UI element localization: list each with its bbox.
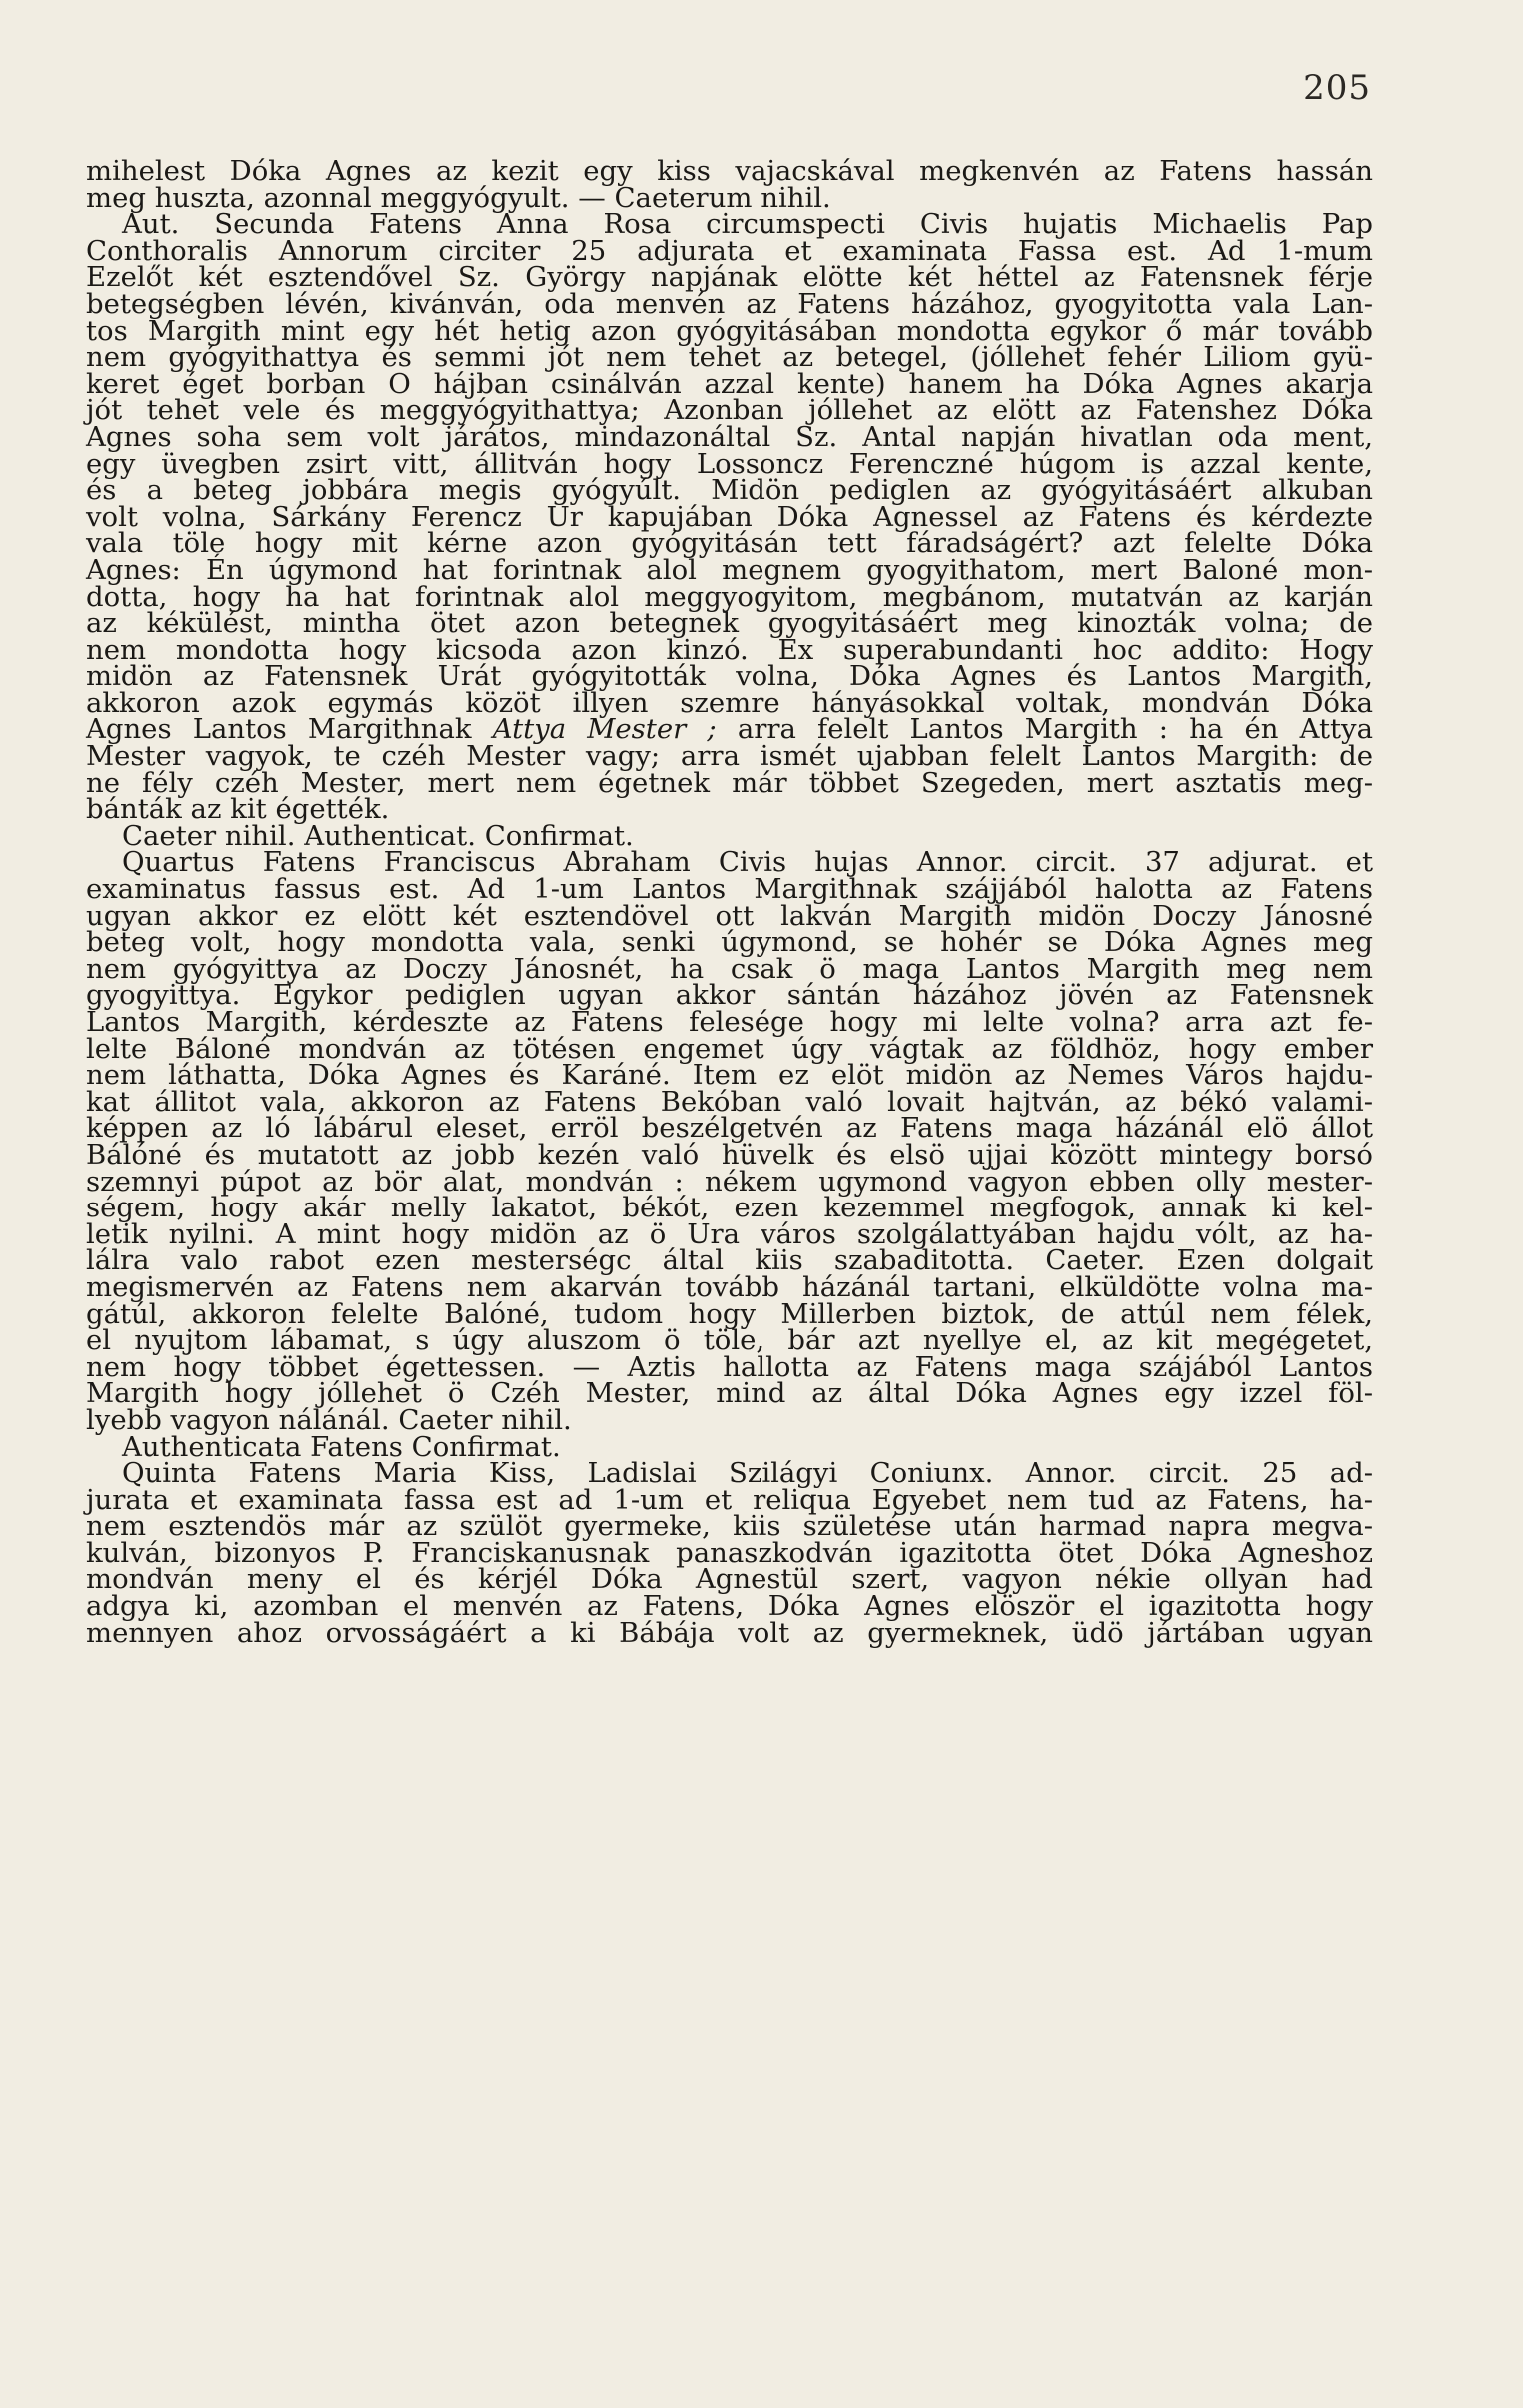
text-line: meg huszta, azonnal meggyógyult. — Caeterum nihil. — [86, 181, 831, 214]
body-text — [86, 155, 1373, 1649]
text-line: Quinta Fatens Maria Kiss, Ladislai Szilágyi Coniunx. Annor. circit. 25 ad- — [122, 1457, 1373, 1490]
text-line: volt volna, Sárkány Ferencz Ur kapujában Dóka Agnessel az Fatens és kérdezte — [86, 500, 1373, 533]
text-line: gyogyittya. Egykor pediglen ugyan akkor sántán házához jövén az Fatensnek — [86, 979, 1373, 1012]
text-line: nem esztendös már az szülöt gyermeke, kiis születése után harmad napra megva- — [86, 1510, 1373, 1543]
text-line: nem hogy többet égettessen. — Aztis hallotta az Fatens maga szájából Lantos — [86, 1350, 1373, 1383]
text-line: Mester vagyok, te czéh Mester vagy; arra ismét ujabban felelt Lantos Margith: de — [86, 740, 1373, 773]
text-line: beteg volt, hogy mondotta vala, senki úgymond, se hohér se Dóka Agnes meg — [86, 926, 1373, 959]
text-line: jurata et examinata fassa est ad 1-um et reliqua Egyebet nem tud az Fatens, ha- — [86, 1483, 1373, 1516]
text-line: betegségben lévén, kivánván, oda menvén az Fatens házához, gyogyitotta vala Lan- — [86, 287, 1373, 320]
text-line: megismervén az Fatens nem akarván tovább házánál tartani, elküldötte volna ma- — [86, 1270, 1373, 1303]
text-line: Agnes soha sem volt járátos, mindazonáltal Sz. Antal napján hivatlan oda ment, — [86, 420, 1373, 453]
text-line: Authenticata Fatens Confirmat. — [122, 1430, 561, 1463]
text-line: Caeter nihil. Authenticat. Confirmat. — [122, 819, 634, 852]
text-line: Ezelőt két esztendővel Sz. György napjának elötte két héttel az Fatensnek férje — [86, 261, 1373, 294]
text-line: Bálóné és mutatott az jobb kezén való hüvelk és elsö ujjai között mintegy borsó — [86, 1138, 1373, 1171]
text-line: dotta, hogy ha hat forintnak alol meggyogyitom, megbánom, mutatván az karján — [86, 580, 1373, 613]
text-line: Agnes Lantos Margithnak Attya Mester ; arra felelt Lantos Margith : ha én Attya — [86, 713, 1373, 746]
text-line: kat állitot vala, akkoron az Fatens Bekóban való lovait hajtván, az békó valami- — [86, 1085, 1373, 1118]
text-line: nem gyógyittya az Doczy Jánosnét, ha csak ö maga Lantos Margith meg nem — [86, 952, 1373, 985]
text-line: jót tehet vele és meggyógyithattya; Azonban jóllehet az elött az Fatenshez Dóka — [86, 394, 1373, 427]
text-line: Aut. Secunda Fatens Anna Rosa circumspecti Civis hujatis Michaelis Pap — [122, 208, 1373, 241]
text-line: lelte Báloné mondván az tötésen engemet úgy vágtak az földhöz, hogy ember — [86, 1032, 1373, 1065]
text-line: akkoron azok egymás közöt illyen szemre hányásokkal voltak, mondván Dóka — [86, 686, 1373, 719]
text-line: az kékülést, mintha ötet azon betegnek gyogyitásáért meg kinozták volna; de — [86, 607, 1373, 640]
text-line: ugyan akkor ez elött két esztendövel ott lakván Margith midön Doczy Jánosné — [86, 899, 1373, 932]
text-line: bánták az kit égették. — [86, 793, 390, 826]
text-line: ne fély czéh Mester, mert nem égetnek már többet Szegeden, mert asztatis meg- — [86, 766, 1373, 799]
text-line: és a beteg jobbára megis gyógyúlt. Midön pediglen az gyógyitásáért alkuban — [86, 474, 1373, 507]
text-line: lálra valo rabot ezen mesterségc által kiis szabaditotta. Caeter. Ezen dolgait — [86, 1244, 1373, 1277]
text-line: mennyen ahoz orvosságáért a ki Bábája volt az gyermeknek, üdö jártában ugyan — [86, 1616, 1373, 1649]
text-line: Lantos Margith, kérdeszte az Fatens felesége hogy mi lelte volna? arra azt fe- — [86, 1006, 1373, 1038]
text-line: kulván, bizonyos P. Franciskanusnak panaszkodván igazitotta ötet Dóka Agneshoz — [86, 1536, 1373, 1569]
text-line: tos Margith mint egy hét hetig azon gyógyitásában mondotta egykor ő már tovább — [86, 314, 1373, 347]
text-line: Conthoralis Annorum circiter 25 adjurata et examinata Fassa est. Ad 1-mum — [86, 234, 1373, 267]
text-line: ségem, hogy akár melly lakatot, békót, ezen kezemmel megfogok, annak ki kel- — [86, 1192, 1373, 1224]
text-line: examinatus fassus est. Ad 1-um Lantos Margithnak szájjából halotta az Fatens — [86, 873, 1373, 906]
text-line: Quartus Fatens Franciscus Abraham Civis hujas Annor. circit. 37 adjurat. et — [122, 846, 1373, 879]
text-line: nem gyógyithattya és semmi jót nem tehet az betegel, (jóllehet fehér Liliom gyü- — [86, 341, 1373, 374]
text-line: letik nyilni. A mint hogy midön az ö Ura város szolgálattyában hajdu vólt, az ha- — [86, 1217, 1373, 1250]
text-line: lyebb vagyon nálánál. Caeter nihil. — [86, 1403, 572, 1436]
text-line: mondván meny el és kérjél Dóka Agnestül szert, vagyon nékie ollyan had — [86, 1563, 1373, 1596]
text-line: szemnyi púpot az bör alat, mondván : nékem ugymond vagyon ebben olly mester- — [86, 1165, 1373, 1198]
text-line: Margith hogy jóllehet ö Czéh Mester, mind az által Dóka Agnes egy izzel föl- — [86, 1377, 1373, 1410]
text-line: vala töle hogy mit kérne azon gyógyitásán tett fáradságért? azt felelte Dóka — [86, 527, 1373, 560]
text-line: nem mondotta hogy kicsoda azon kinzó. Ex superabundanti hoc addito: Hogy — [86, 633, 1373, 666]
text-line: midön az Fatensnek Urát gyógyitották volna, Dóka Agnes és Lantos Margith, — [86, 660, 1373, 693]
text-line: adgya ki, azomban el menvén az Fatens, Dóka Agnes elöször el igazitotta hogy — [86, 1590, 1373, 1623]
text-line: képpen az ló lábárul eleset, erröl beszélgetvén az Fatens maga házánál elö állot — [86, 1112, 1373, 1145]
text-line: nem láthatta, Dóka Agnes és Karáné. Item ez elöt midön az Nemes Város hajdu- — [86, 1059, 1373, 1092]
text-line: el nyujtom lábamat, s úgy aluszom ö töle, bár azt nyellye el, az kit megégetet, — [86, 1324, 1373, 1357]
page-number: 205 — [1303, 68, 1371, 108]
text-line: egy üvegben zsirt vitt, állitván hogy Lossoncz Ferenczné húgom is azzal kente, — [86, 447, 1373, 480]
text-line: Agnes: Én úgymond hat forintnak alol megnem gyogyithatom, mert Baloné mon- — [86, 553, 1373, 586]
text-line: mihelest Dóka Agnes az kezit egy kiss vajacskával megkenvén az Fatens hassán — [86, 155, 1373, 187]
text-line: gátúl, akkoron felelte Balóné, tudom hogy Millerben biztok, de attúl nem félek, — [86, 1297, 1373, 1330]
text-line: keret éget borban O hájban csinálván azzal kente) hanem ha Dóka Agnes akarja — [86, 367, 1373, 400]
italic-phrase: Attya Mester ; — [492, 713, 717, 746]
